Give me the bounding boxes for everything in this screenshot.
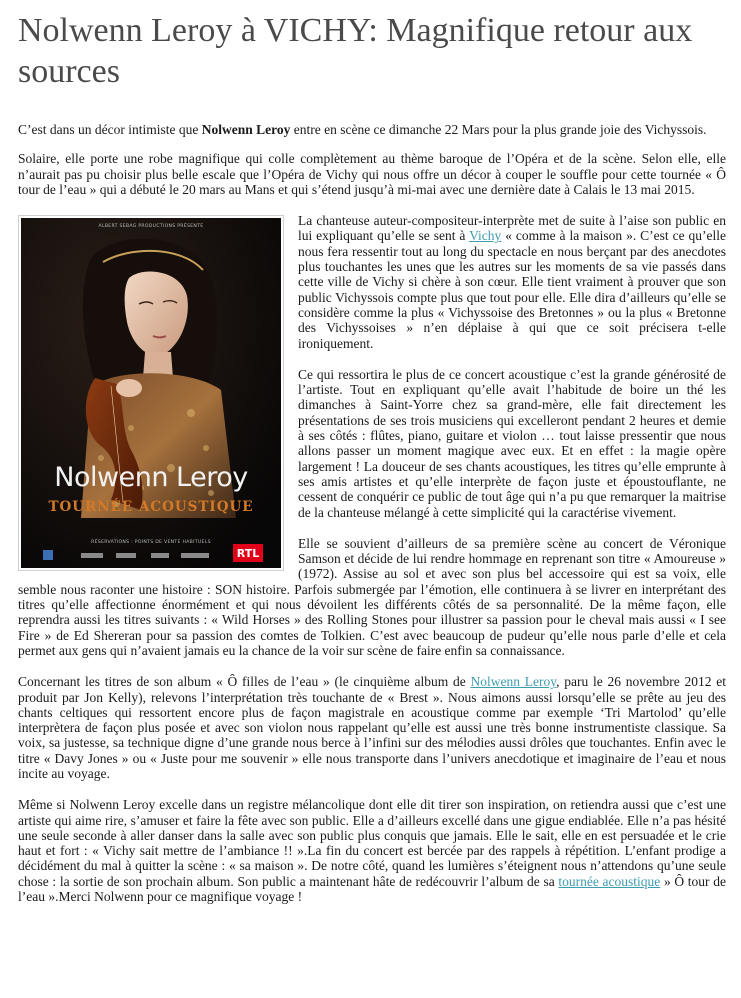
poster-reservations: RÉSERVATIONS : POINTS DE VENTE HABITUELS: [91, 540, 211, 546]
paragraph-7: Même si Nolwenn Leroy excelle dans un registre mélancolique dont elle dit tirer son inspiration, on retiendra aussi que c’est une artiste qui aime rire, s’amuser et faire la fête avec son public. Elle a d’ailleurs excellé dans une gigue endiablée. Elle n’a pas hésité une seule seconde à aller danser dans la salle avec son public plus conquis que jamais. Elle le sait, elle en est persuadée et le crie haut et fort : « Vichy sait mettre de l’ambiance !! ».La fin du concert est bercée par des rappels à répétition. L’enfant prodige a décidément du mal à quitter la scène : « sa maison ». De notre côté, quand les lumières s’éteignent nous n’attendons qu’une seule chose : la sortie de son prochain album. Son public a maintenant hâte de redécouvrir l’album de sa tournée acoustique » Ô tour de l’eau ».Merci Nolwenn pour ce magnifique voyage !: [18, 797, 726, 905]
sponsor-logo-2: [81, 553, 103, 558]
paragraph-6: Concernant les titres de son album « Ô filles de l’eau » (le cinquième album de Nolwenn Leroy, paru le 26 novembre 2012 et produit par Jon Kelly), relevons l’interprétation très touchante de « Brest ». Nous aimons aussi lorsqu’elle se prête au jeu des chants celtiques qui ressortent encore plus de façon magistrale en acoustique comme par exemple ‘Tri Martolod’ qu’elle interprètera de façon plus posée et avec son violon nous rappelant qu’elle est aussi une très bonne instrumentiste classique. Sa voix, sa justesse, sa technique digne d’une grande nous berce à l’infini sur des mélodies aussi drôles que touchantes. Enfin avec le titre « Davy Jones » ou « Juste pour me souvenir » elle nous transporte dans l’univers anecdotique et imaginaire de l’eau et nous incite au voyage.: [18, 674, 727, 781]
sponsor-logo-4: [151, 553, 169, 558]
poster-tour-title: TOURNÉE ACOUSTIQUE: [48, 499, 254, 516]
paragraph-intro: C’est dans un décor intimiste que Nolwenn Leroy entre en scène ce dimanche 22 Mars pour la plus grande joie des Vichyssois.: [18, 122, 707, 137]
sponsor-logo-3: [116, 553, 136, 558]
vichy-link[interactable]: Vichy: [469, 228, 502, 244]
article-title: Nolwenn Leroy à VICHY: Magnifique retour aux sources: [18, 12, 693, 90]
poster-producer-text: ALBERT SEBAG PRODUCTIONS PRÉSENTE: [98, 224, 204, 230]
paragraph-4: Ce qui ressortira le plus de ce concert acoustique c’est la grande générosité de l’artiste. Tout en expliquant qu’elle avait l’habitude de boire un thé les dimanches à Saint-Yorre chez sa grand-mère, elle fait directement les présentations de ses trois musiciens qui excelleront pendant 2 heures et demie à ses côtés : flûtes, piano, guitare et violon … tout laisse pressentir que nous allons passer un moment magique avec eux. Et en effet : la magie opère largement ! La douceur de ses chants acoustiques, les titres qu’elle emprunte à ses amis artistes et qu’elle interprète de façon juste et époustouflante, ne cessent de conquérir ce public de tout âge qui n’a pu que remarquer la maitrise de la chanteuse mélangé à cette simplicité qui la caractérise vivement.: [298, 366, 726, 520]
nolwenn-leroy-link[interactable]: Nolwenn Leroy: [470, 674, 557, 690]
poster-illustration: [21, 218, 281, 568]
paragraph-5: Elle se souvient d’ailleurs de sa première scène au concert de Véronique Samson et décide de lui rendre hommage en reprenant son titre « Amoureuse » (1972). Assise au sol et avec son plus bel accessoire qui est sa voix, elle semble nous raconter une histoire : SON histoire. Parfois submergée par l’émotion, elle continuera à se livrer en interprétant des titres qu’elle affectionne énormément et qui nous dévoilent les différents côtés de sa personnalité. De la même façon, elle reprendra aussi les titres suivants : « Wild Horses » des Rolling Stones pour illustrer sa passion pour le cheval mais aussi « I see Fire » de Ed Shereran pour sa passion des comtes de Tolkien. C’est avec beaucoup de pudeur qu’elle nous parle d’elle et cela permet aux gens qui n’avaient jamais eu la chance de la voir sur scène de faire enfin sa connaissance.: [18, 535, 726, 658]
hand-shape: [116, 379, 142, 397]
article-body: [18, 122, 726, 920]
rtl-logo-text: RTL: [236, 547, 260, 561]
paragraph-2: Solaire, elle porte une robe magnifique qui colle complètement au thème baroque de l’Opéra et de la scène. Selon elle, elle n’aurait pas pu choisir plus belle escale que l’Opéra de Vichy qui nous offre un décor à couper le souffle pour cette tournée « Ô tour de l’eau » qui a débuté le 20 mars au Mans et qui s’étend jusqu’à mi-mai avec une dernière date à Calais le 13 mai 2015.: [18, 151, 726, 197]
paragraph-3: La chanteuse auteur-compositeur-interprète met de suite à l’aise son public en lui expliquant qu’elle se sent à Vichy « comme à la maison ». C’est ce qu’elle nous fera ressentir tout au long du spectacle en nous berçant par des anecdotes plus touchantes les unes que les autres sur les moments de sa vie passés dans cette ville de Vichy si chère à son cœur. Elle tient vraiment à prouver que son public Vichyssois compte plus que tout pour elle. Elle dira d’ailleurs qu’elle se considère comme la plus « Vichyssoise des Bretonnes » ou la plus « Bretonne des Vichyssoises » n’en déplaise à qui que ce soit précisera t-elle ironiquement.: [298, 213, 726, 351]
tournee-acoustique-link[interactable]: tournée acoustique: [558, 873, 661, 889]
sponsor-logo-5: [181, 553, 209, 558]
artist-name: Nolwenn Leroy: [201, 122, 291, 137]
sponsor-logo-1: [43, 550, 53, 560]
poster-artist-name: Nolwenn Leroy: [54, 462, 248, 494]
concert-poster-image: [18, 215, 284, 571]
